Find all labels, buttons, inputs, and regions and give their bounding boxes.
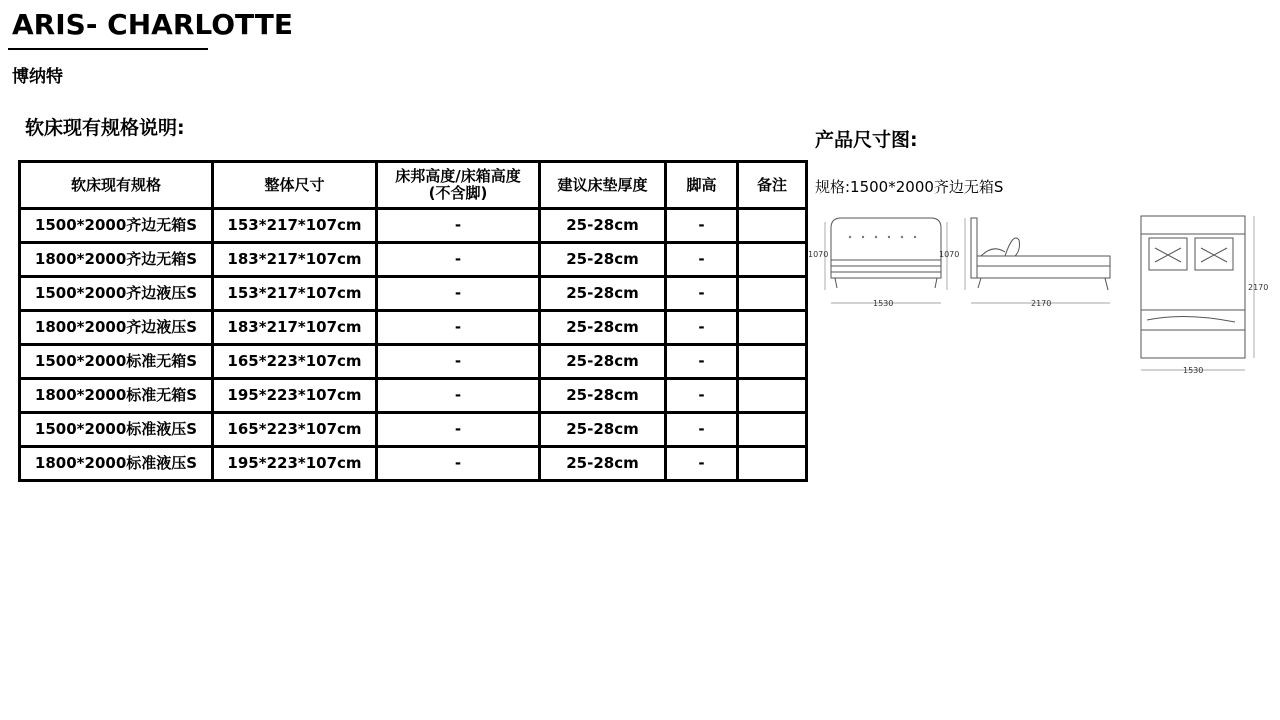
cell-frame-height: -	[377, 345, 540, 379]
top-width-label: 1530	[1183, 366, 1204, 375]
cell-notes	[738, 277, 807, 311]
cell-notes	[738, 413, 807, 447]
cell-overall-size: 195*223*107cm	[213, 447, 377, 481]
cell-overall-size: 165*223*107cm	[213, 413, 377, 447]
table-row	[20, 209, 807, 243]
col-header-frame-height: 床邦高度/床箱高度 (不含脚)	[377, 162, 540, 209]
side-length-label: 2170	[1031, 299, 1052, 308]
cell-leg-height: -	[666, 209, 738, 243]
cell-spec: 1800*2000标准无箱S	[20, 379, 213, 413]
table-row	[20, 243, 807, 277]
cell-leg-height: -	[666, 243, 738, 277]
cell-notes	[738, 311, 807, 345]
cell-overall-size: 153*217*107cm	[213, 277, 377, 311]
table-row	[20, 311, 807, 345]
cell-notes	[738, 447, 807, 481]
cell-overall-size: 165*223*107cm	[213, 345, 377, 379]
front-height-label: 1070	[808, 250, 829, 259]
cell-mattress-thickness: 25-28cm	[540, 277, 666, 311]
cell-frame-height: -	[377, 379, 540, 413]
drawing-section-heading: 产品尺寸图:	[815, 129, 918, 151]
front-view-drawing	[825, 218, 947, 303]
cell-leg-height: -	[666, 447, 738, 481]
cell-spec: 1500*2000齐边无箱S	[20, 209, 213, 243]
table-row	[20, 277, 807, 311]
front-width-label: 1530	[873, 299, 894, 308]
cell-notes	[738, 243, 807, 277]
col-header-overall-size: 整体尺寸	[213, 162, 377, 209]
cell-leg-height: -	[666, 379, 738, 413]
cell-spec: 1800*2000标准液压S	[20, 447, 213, 481]
side-height-label: 1070	[939, 250, 960, 259]
col-header-mattress-thickness: 建议床垫厚度	[540, 162, 666, 209]
cell-overall-size: 183*217*107cm	[213, 243, 377, 277]
spec-table-header-row	[20, 162, 807, 209]
col-header-notes: 备注	[738, 162, 807, 209]
cell-spec: 1500*2000齐边液压S	[20, 277, 213, 311]
cell-mattress-thickness: 25-28cm	[540, 243, 666, 277]
cell-notes	[738, 345, 807, 379]
title-underline	[8, 48, 208, 50]
top-view-drawing	[1141, 216, 1254, 370]
cell-notes	[738, 379, 807, 413]
spec-table	[18, 160, 808, 482]
top-length-label: 2170	[1248, 283, 1269, 292]
table-row	[20, 379, 807, 413]
cell-frame-height: -	[377, 277, 540, 311]
cell-leg-height: -	[666, 345, 738, 379]
cell-overall-size: 195*223*107cm	[213, 379, 377, 413]
cell-leg-height: -	[666, 277, 738, 311]
brand-name: 博纳特	[12, 67, 63, 87]
col-header-leg-height: 脚高	[666, 162, 738, 209]
cell-mattress-thickness: 25-28cm	[540, 345, 666, 379]
cell-leg-height: -	[666, 311, 738, 345]
page-title: ARIS- CHARLOTTE	[12, 8, 294, 41]
cell-spec: 1800*2000齐边无箱S	[20, 243, 213, 277]
table-row	[20, 413, 807, 447]
spec-section-heading: 软床现有规格说明:	[25, 117, 185, 139]
col-header-spec: 软床现有规格	[20, 162, 213, 209]
cell-mattress-thickness: 25-28cm	[540, 311, 666, 345]
cell-mattress-thickness: 25-28cm	[540, 379, 666, 413]
cell-frame-height: -	[377, 447, 540, 481]
cell-mattress-thickness: 25-28cm	[540, 209, 666, 243]
cell-frame-height: -	[377, 413, 540, 447]
cell-spec: 1500*2000标准无箱S	[20, 345, 213, 379]
cell-overall-size: 183*217*107cm	[213, 311, 377, 345]
product-dimension-drawing	[805, 210, 1269, 380]
cell-mattress-thickness: 25-28cm	[540, 447, 666, 481]
cell-spec: 1500*2000标准液压S	[20, 413, 213, 447]
cell-leg-height: -	[666, 413, 738, 447]
side-view-drawing	[965, 218, 1110, 303]
cell-spec: 1800*2000齐边液压S	[20, 311, 213, 345]
table-row	[20, 345, 807, 379]
drawing-spec-caption: 规格:1500*2000齐边无箱S	[815, 178, 1004, 196]
table-row	[20, 447, 807, 481]
cell-frame-height: -	[377, 243, 540, 277]
cell-frame-height: -	[377, 311, 540, 345]
cell-notes	[738, 209, 807, 243]
cell-mattress-thickness: 25-28cm	[540, 413, 666, 447]
cell-overall-size: 153*217*107cm	[213, 209, 377, 243]
cell-frame-height: -	[377, 209, 540, 243]
